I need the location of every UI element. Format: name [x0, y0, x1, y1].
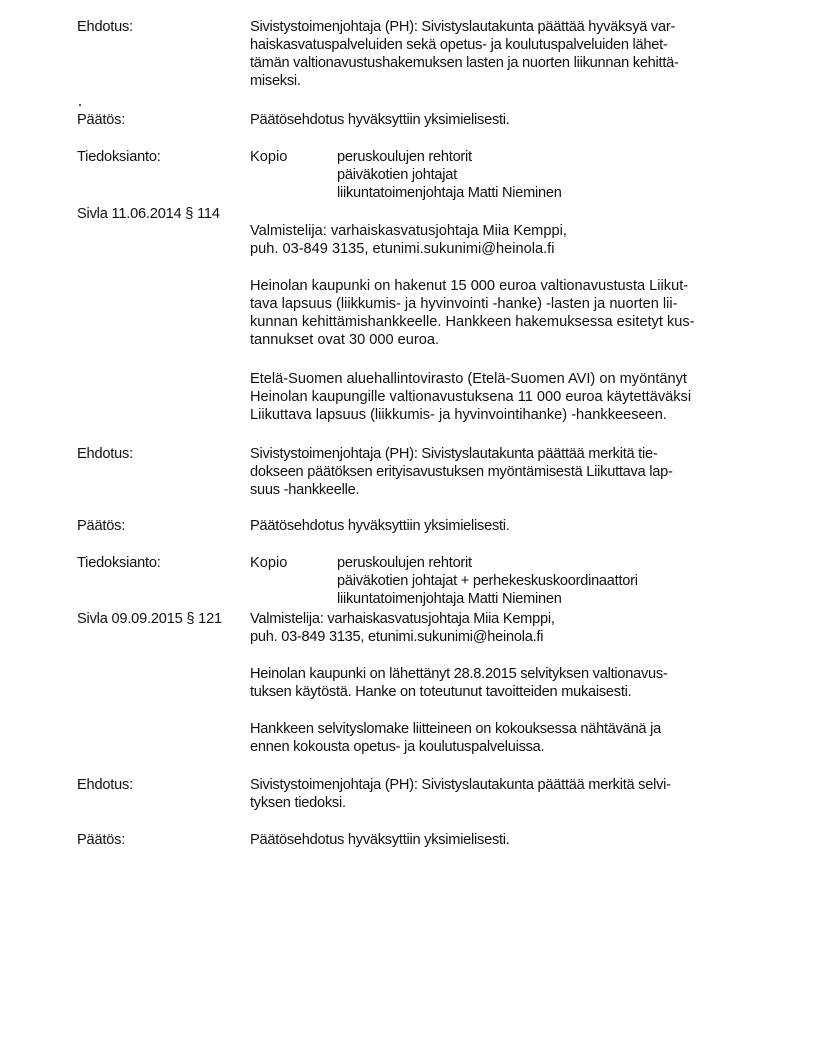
kopio-label: Kopio: [250, 149, 288, 165]
text-line: miseksi.: [250, 73, 301, 89]
paatos-text-container: [250, 517, 750, 535]
text-line: Liikuttava lapsuus (liikkumis- ja hyvinvointihanke) -hankkeeseen.: [250, 407, 667, 423]
text-line: haiskasvatuspalveluiden sekä opetus- ja koulutuspalveluiden lähet-: [250, 37, 668, 53]
recipient: liikuntatoimenjohtaja Matti Nieminen: [337, 185, 562, 201]
valmistelija-text: [250, 610, 750, 646]
stray-mark: [79, 104, 81, 106]
valmistelija-text: [250, 222, 750, 258]
recipient-list: [337, 148, 562, 202]
text-line: Heinolan kaupungille valtionavustuksena 11 000 euroa käytettäväksi: [250, 389, 692, 405]
text-line: tava lapsuus (liikkumis- ja hyvinvointi -hanke) -lasten ja nuorten lii-: [250, 296, 678, 312]
kopio-label: Kopio: [250, 555, 288, 571]
text-line: Heinolan kaupunki on hakenut 15 000 euroa valtionavustusta Liikut-: [250, 278, 689, 294]
text-line: puh. 03-849 3135, etunimi.sukunimi@heinola.fi: [250, 241, 555, 257]
paatos-text-container: [250, 111, 750, 129]
paragraph: [250, 720, 750, 756]
paatos-label: Päätös:: [77, 832, 126, 848]
paatos-text: Päätösehdotus hyväksyttiin yksimielisesti.: [250, 518, 510, 534]
text-line: Hankkeen selvityslomake liitteineen on kokouksessa nähtävänä ja: [250, 721, 661, 737]
paatos-text: Päätösehdotus hyväksyttiin yksimielisesti.: [250, 112, 510, 128]
ehdotus-label: Ehdotus:: [77, 19, 134, 35]
recipient: päiväkotien johtajat: [337, 167, 457, 183]
paatos-label: Päätös:: [77, 112, 126, 128]
ehdotus-text: [250, 776, 750, 812]
text-line: Etelä-Suomen aluehallintovirasto (Etelä-Suomen AVI) on myöntänyt: [250, 371, 687, 387]
ehdotus-label: Ehdotus:: [77, 777, 134, 793]
paragraph: [250, 370, 750, 424]
paatos-text: Päätösehdotus hyväksyttiin yksimielisesti.: [250, 832, 510, 848]
tiedoksianto-label: Tiedoksianto:: [77, 149, 161, 165]
reference-label: Sivla 09.09.2015 § 121: [77, 611, 222, 627]
text-line: tannukset ovat 30 000 euroa.: [250, 332, 440, 348]
reference-label: Sivla 11.06.2014 § 114: [77, 206, 220, 222]
paatos-text-container: [250, 831, 750, 849]
recipient: peruskoulujen rehtorit: [337, 149, 472, 165]
text-line: Heinolan kaupunki on lähettänyt 28.8.2015 selvityksen valtionavus-: [250, 666, 668, 682]
text-line: ennen kokousta opetus- ja koulutuspalveluissa.: [250, 739, 545, 755]
ehdotus-text: [250, 445, 750, 499]
text-line: tuksen käytöstä. Hanke on toteutunut tavoitteiden mukaisesti.: [250, 684, 632, 700]
paragraph: [250, 277, 750, 349]
text-line: Sivistystoimenjohtaja (PH): Sivistyslautakunta päättää hyväksyä var-: [250, 19, 676, 35]
recipient-list: [337, 554, 638, 608]
tiedoksianto-label: Tiedoksianto:: [77, 555, 161, 571]
text-line: kunnan kehittämishankkeelle. Hankkeen hakemuksessa esitetyt kus-: [250, 314, 695, 330]
text-line: Sivistystoimenjohtaja (PH): Sivistyslautakunta päättää merkitä tie-: [250, 446, 658, 462]
recipient: liikuntatoimenjohtaja Matti Nieminen: [337, 591, 562, 607]
text-line: tämän valtionavustushakemuksen lasten ja nuorten liikunnan kehittä-: [250, 55, 679, 71]
paragraph: [250, 665, 750, 701]
text-line: puh. 03-849 3135, etunimi.sukunimi@heinola.fi: [250, 629, 544, 645]
paatos-label: Päätös:: [77, 518, 126, 534]
text-line: Valmistelija: varhaiskasvatusjohtaja Miia Kemppi,: [250, 223, 567, 239]
text-line: suus -hankkeelle.: [250, 482, 360, 498]
text-line: Sivistystoimenjohtaja (PH): Sivistyslautakunta päättää merkitä selvi-: [250, 777, 671, 793]
recipient: peruskoulujen rehtorit: [337, 555, 472, 571]
text-line: dokseen päätöksen erityisavustuksen myöntämisestä Liikuttava lap-: [250, 464, 673, 480]
ehdotus-text: [250, 18, 750, 90]
text-line: Valmistelija: varhaiskasvatusjohtaja Miia Kemppi,: [250, 611, 555, 627]
recipient: päiväkotien johtajat + perhekeskuskoordinaattori: [337, 573, 638, 589]
text-line: tyksen tiedoksi.: [250, 795, 346, 811]
ehdotus-label: Ehdotus:: [77, 446, 134, 462]
